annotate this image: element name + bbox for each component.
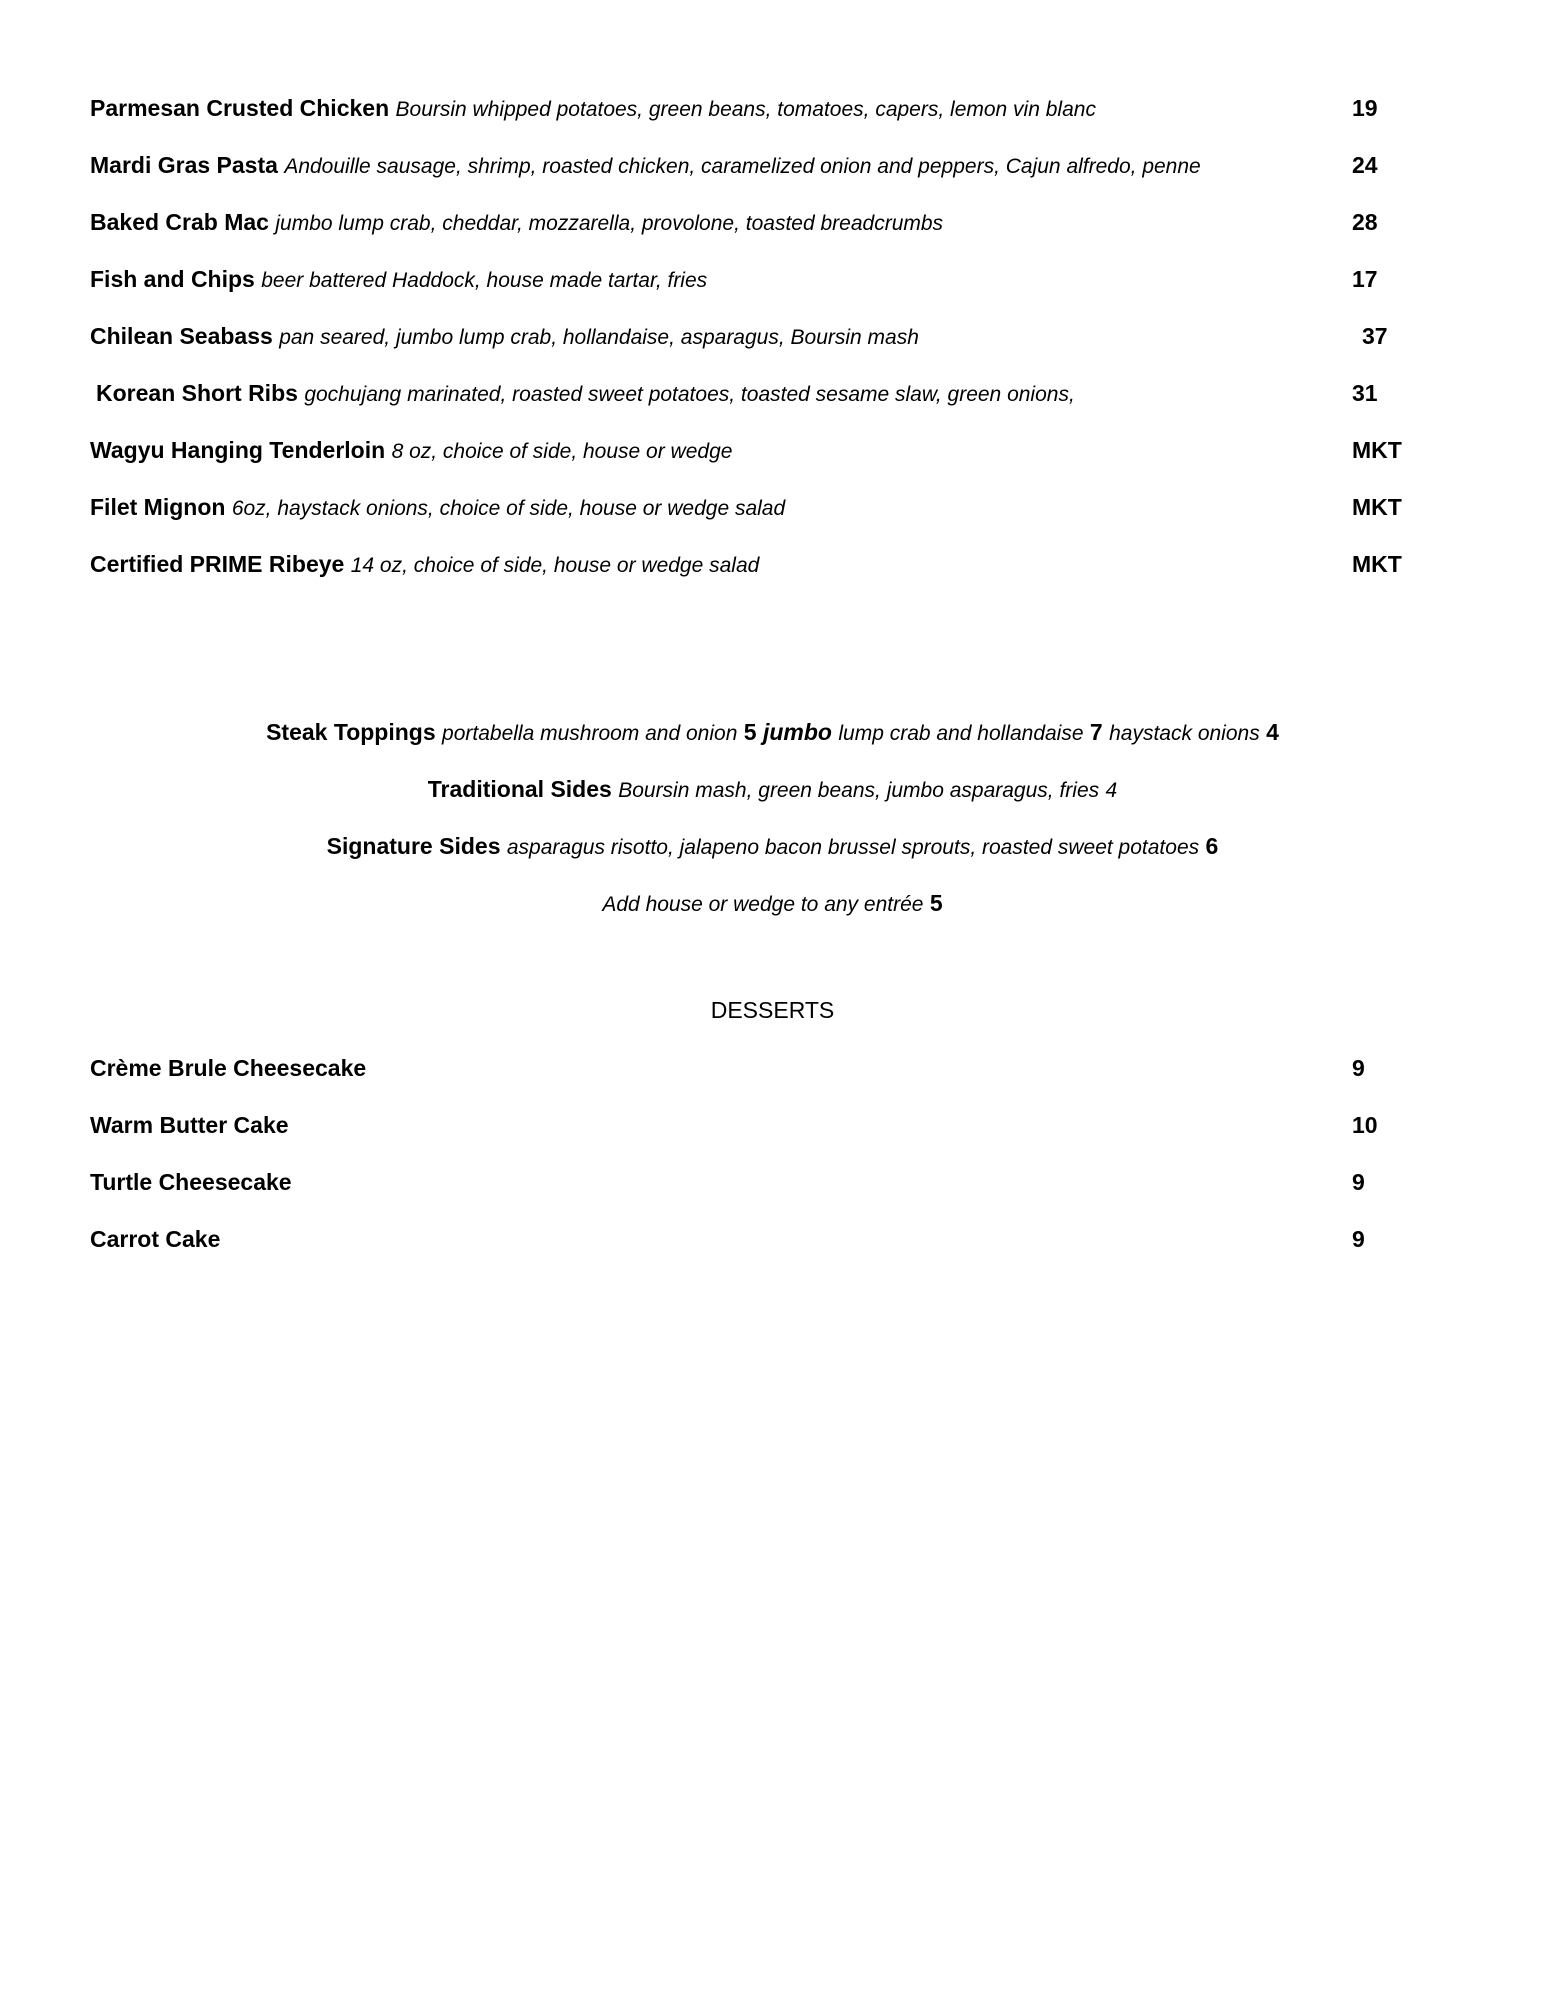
- menu-item: [90, 88, 1430, 145]
- signature-sides-price: 6: [1205, 833, 1219, 859]
- item-price: 17: [1352, 266, 1378, 292]
- add-salad-text: Add house or wedge to any entrée: [602, 893, 924, 916]
- steak-toppings-label: Steak Toppings: [266, 719, 436, 745]
- topping-price: 4: [1266, 719, 1279, 745]
- topping-option: lump crab and hollandaise: [838, 722, 1084, 745]
- add-salad-line: [0, 883, 1545, 940]
- menu-item: [90, 259, 1430, 316]
- item-description: 6oz, haystack onions, choice of side, house or wedge salad: [231, 497, 786, 520]
- item-description: Andouille sausage, shrimp, roasted chicken, caramelized onion and peppers, Cajun alfredo, penne: [284, 155, 1201, 178]
- menu-item: [90, 316, 1430, 373]
- dessert-item: [90, 1105, 1430, 1162]
- item-name: Parmesan Crusted Chicken: [90, 95, 390, 121]
- item-description: pan seared, jumbo lump crab, hollandaise, asparagus, Boursin mash: [279, 326, 919, 349]
- traditional-sides-desc: Boursin mash, green beans, jumbo asparagus, fries: [618, 779, 1100, 802]
- menu-item: [90, 544, 1430, 601]
- desserts-heading: DESSERTS: [710, 997, 835, 1023]
- dessert-price: 9: [1352, 1055, 1365, 1081]
- traditional-sides-price: 4: [1105, 779, 1118, 802]
- topping-emphasis: jumbo: [762, 719, 832, 745]
- item-name: Chilean Seabass: [90, 323, 273, 349]
- item-name: Certified PRIME Ribeye: [90, 551, 345, 577]
- dessert-price: 9: [1352, 1226, 1365, 1252]
- dessert-name: Warm Butter Cake: [90, 1112, 289, 1138]
- topping-option: haystack onions: [1109, 722, 1260, 745]
- traditional-sides-line: [0, 769, 1545, 826]
- menu-item: [90, 145, 1430, 202]
- item-price: MKT: [1352, 437, 1402, 463]
- add-salad-price: 5: [929, 890, 943, 916]
- item-name: Wagyu Hanging Tenderloin: [90, 437, 386, 463]
- item-name: Fish and Chips: [90, 266, 255, 292]
- dessert-name: Carrot Cake: [90, 1226, 221, 1252]
- item-description: 14 oz, choice of side, house or wedge salad: [350, 554, 760, 577]
- dessert-price: 10: [1352, 1112, 1378, 1138]
- dessert-name: Turtle Cheesecake: [90, 1169, 292, 1195]
- item-description: jumbo lump crab, cheddar, mozzarella, provolone, toasted breadcrumbs: [275, 212, 944, 235]
- item-price: 31: [1352, 380, 1378, 406]
- signature-sides-desc: asparagus risotto, jalapeno bacon brussel sprouts, roasted sweet potatoes: [506, 836, 1200, 859]
- dessert-item: [90, 1162, 1430, 1219]
- dessert-name: Crème Brule Cheesecake: [90, 1055, 367, 1081]
- topping-option: portabella mushroom and onion: [442, 722, 738, 745]
- entree-list: [90, 88, 1430, 601]
- topping-price: 5: [743, 719, 757, 745]
- item-price: MKT: [1352, 494, 1402, 520]
- item-name: Filet Mignon: [90, 494, 226, 520]
- item-description: gochujang marinated, roasted sweet potatoes, toasted sesame slaw, green onions,: [304, 383, 1075, 406]
- item-name: Korean Short Ribs: [96, 380, 298, 406]
- dessert-item: [90, 1219, 1430, 1276]
- item-name: Mardi Gras Pasta: [90, 152, 278, 178]
- item-description: beer battered Haddock, house made tartar, fries: [261, 269, 708, 292]
- signature-sides-label: Signature Sides: [326, 833, 501, 859]
- menu-item: [90, 430, 1430, 487]
- traditional-sides-label: Traditional Sides: [427, 776, 612, 802]
- dessert-price: 9: [1352, 1169, 1365, 1195]
- menu-item: [90, 202, 1430, 259]
- item-description: Boursin whipped potatoes, green beans, tomatoes, capers, lemon vin blanc: [395, 98, 1096, 121]
- item-price: 28: [1352, 209, 1378, 235]
- steak-toppings-line: [0, 712, 1545, 769]
- item-price: 37: [1362, 323, 1388, 349]
- item-price: MKT: [1352, 551, 1402, 577]
- item-price: 24: [1352, 152, 1378, 178]
- item-price: 19: [1352, 95, 1378, 121]
- item-description: 8 oz, choice of side, house or wedge: [391, 440, 733, 463]
- dessert-item: [90, 1048, 1430, 1105]
- topping-price: 7: [1089, 719, 1103, 745]
- menu-item: [90, 373, 1430, 430]
- dessert-list: [90, 1048, 1430, 1276]
- menu-item: [90, 487, 1430, 544]
- extras-section: [0, 712, 1545, 940]
- signature-sides-line: [0, 826, 1545, 883]
- item-name: Baked Crab Mac: [90, 209, 269, 235]
